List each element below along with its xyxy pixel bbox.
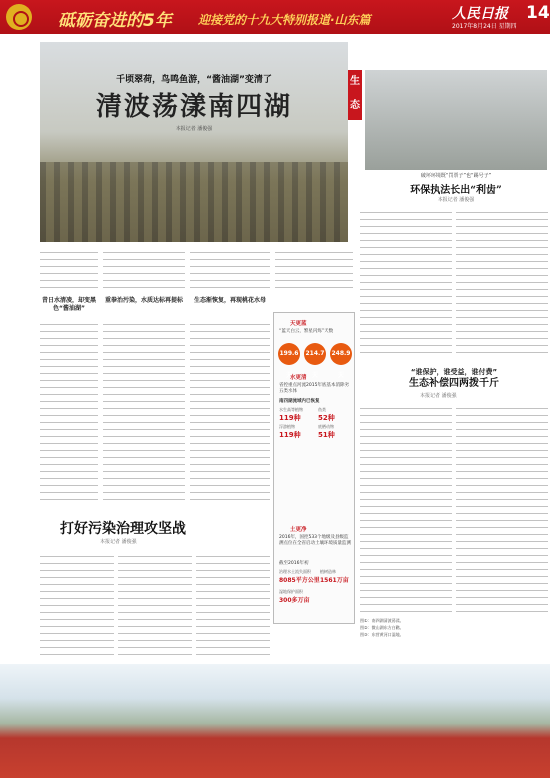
party-emblem-icon bbox=[6, 4, 32, 30]
wetland-label: 湿地保护面积 bbox=[279, 589, 303, 594]
header-subtitle: 迎接党的十九大特别报道·山东篇 bbox=[198, 13, 371, 27]
subhead-4: “谁保护，谁受益，谁付费” bbox=[410, 368, 498, 376]
infobox-water-head: 水更清 bbox=[290, 375, 307, 381]
right-byline: 本报记者 潘俊强 bbox=[437, 197, 475, 203]
erosion-value: 8085平方公里 bbox=[279, 577, 320, 584]
body-col-2 bbox=[103, 246, 185, 294]
lead-byline: 本报记者 潘俊强 bbox=[175, 126, 213, 132]
infobox-soil-text: 2016年，国控533个地级及县级监测点位在全省启动土壤环境质量监测 bbox=[279, 535, 351, 546]
sky-days-2013: 199.6天 bbox=[278, 343, 300, 365]
right-title: 环保执法长出“利齿” bbox=[410, 185, 502, 196]
body-col-2b bbox=[103, 318, 185, 504]
fish-label: 鱼类 bbox=[318, 407, 326, 412]
lead-photo bbox=[40, 42, 348, 242]
body-col-3 bbox=[190, 246, 270, 294]
subhead-5: 生态补偿四两拨千斤 bbox=[409, 378, 499, 389]
benthic-label: 底栖动物 bbox=[318, 424, 334, 429]
lower-body-1 bbox=[40, 550, 114, 658]
erosion-label: 治理水土流失面积 bbox=[279, 569, 311, 574]
sky-days-2016: 248.9天 bbox=[330, 343, 352, 365]
lower-body-3 bbox=[196, 550, 270, 658]
lower-body-2 bbox=[118, 550, 192, 658]
section-tag: 生态 bbox=[348, 70, 362, 120]
credit-1: 图①：南四湖清波荡漾。 bbox=[360, 618, 404, 623]
lower-title: 打好污染治理攻坚战 bbox=[60, 521, 186, 537]
infobox-water-text: 省控重点河流2015年底基本消除劣五类水体 bbox=[279, 383, 349, 394]
header-slogan: 砥砺奋进的5年 bbox=[58, 11, 172, 31]
page-header bbox=[0, 0, 550, 34]
plankton-count: 119种 bbox=[279, 431, 301, 439]
stats-infobox bbox=[273, 312, 355, 624]
body-col-3b bbox=[190, 318, 270, 504]
fish-count: 52种 bbox=[318, 414, 335, 422]
right-body-1 bbox=[360, 206, 452, 356]
aquatic-plants-count: 119种 bbox=[279, 414, 301, 422]
wetland-value: 300多万亩 bbox=[279, 597, 310, 604]
wetland-landscape-photo bbox=[0, 664, 550, 778]
lower-byline: 本报记者 潘俊强 bbox=[100, 539, 137, 545]
body-col-1b bbox=[40, 318, 98, 504]
infobox-sky-text: “蓝天白云，繁星闪烁”天数 bbox=[279, 329, 334, 334]
subhead-3: 生态渐恢复，再现桃花水母 bbox=[193, 297, 266, 304]
plankton-label: 浮游植物 bbox=[279, 424, 295, 429]
right-byline-2: 本报记者 潘俊强 bbox=[420, 393, 457, 399]
sky-days-2014: 214.7天 bbox=[304, 343, 326, 365]
lead-title: 清波荡漾南四湖 bbox=[95, 92, 292, 122]
body-col-4 bbox=[275, 246, 353, 294]
infobox-lake-text: 南四湖流域内已恢复 bbox=[279, 399, 320, 404]
subhead-2: 重拳治污染，水质达标再提标 bbox=[104, 297, 183, 304]
infobox-sky-head: 天更蓝 bbox=[290, 321, 307, 327]
storks-photo bbox=[365, 70, 547, 170]
credit-2: 图②：微山湖东方白鹳。 bbox=[360, 625, 404, 630]
benthic-count: 51种 bbox=[318, 431, 335, 439]
afforestation-value: 1561万亩 bbox=[320, 577, 349, 584]
right-body-4 bbox=[456, 402, 548, 612]
page-number: 14 bbox=[526, 3, 550, 23]
credit-3: 图③：东营黄河口湿地。 bbox=[360, 632, 404, 637]
infobox-soil-head: 土更净 bbox=[290, 527, 307, 533]
aquatic-plants-label: 水生高等植物 bbox=[279, 407, 303, 412]
right-body-3 bbox=[360, 402, 452, 612]
body-col-1 bbox=[40, 246, 98, 294]
right-body-2 bbox=[456, 206, 548, 356]
infobox-since-text: 截至2016年初 bbox=[279, 561, 309, 566]
duck-flock-photo bbox=[40, 162, 348, 242]
afforestation-label: 植树造林 bbox=[320, 569, 336, 574]
lead-kicker: 千顷翠荷，鸟鸣鱼游，“酱油湖”变清了 bbox=[116, 75, 272, 85]
subhead-1: 昔日水清凌，却变黑色“酱油湖” bbox=[41, 297, 96, 312]
issue-date: 2017年8月24日 星期四 bbox=[452, 23, 517, 30]
right-caption: 破坏环境既“罚票子”也“踢号子” bbox=[420, 173, 492, 179]
paper-name: 人民日报 bbox=[452, 6, 508, 22]
